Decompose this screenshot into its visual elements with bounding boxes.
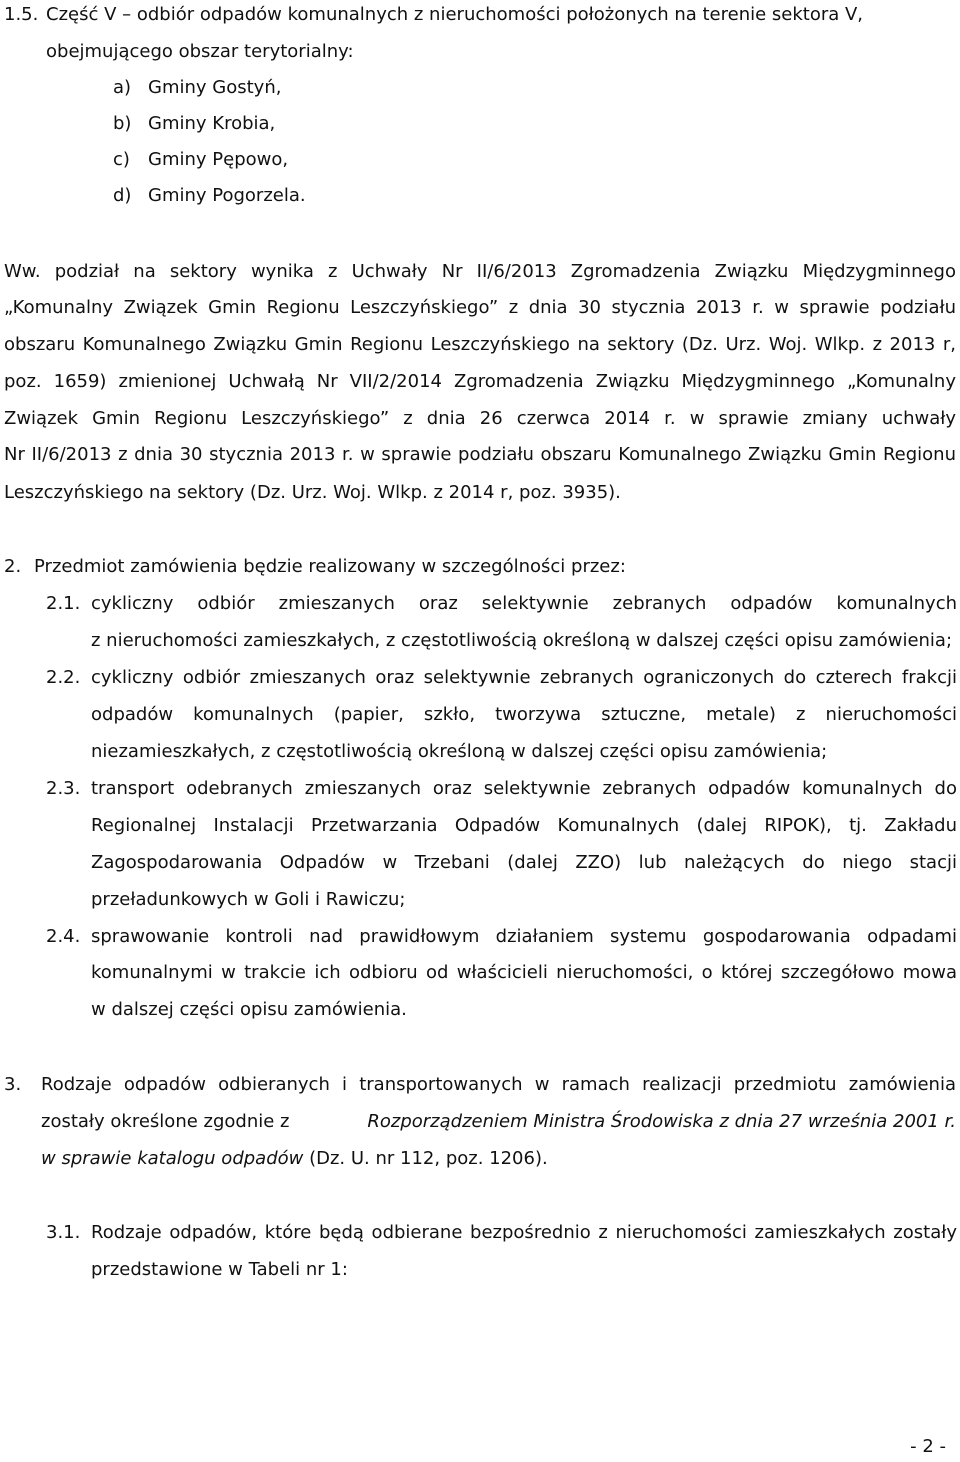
subsection-line: z nieruchomości zamieszkałych, z częstotliwością określoną w dalszej części opisu zamówienia; <box>91 630 953 651</box>
list-item: Gminy Krobia, <box>148 113 276 134</box>
section-line <box>41 1111 956 1133</box>
paragraph-line: „Komunalny Związek Gmin Regionu Leszczyńskiego” z dnia 30 stycznia 2013 r. w sprawie podziału <box>4 297 956 318</box>
list-marker: d) <box>113 185 132 206</box>
list-marker: a) <box>113 77 132 98</box>
subsection-line: odpadów komunalnych (papier, szkło, tworzywa sztuczne, metale) z nieruchomości <box>91 704 957 725</box>
section-text: zostały określone zgodnie z <box>41 1111 296 1132</box>
list-marker: c) <box>113 149 130 170</box>
subsection-line: Rodzaje odpadów, które będą odbierane bezpośrednio z nieruchomości zamieszkałych zostały <box>91 1222 957 1243</box>
subsection-number: 2.4. <box>46 926 81 947</box>
subsection-line: Regionalnej Instalacji Przetwarzania Odpadów Komunalnych (dalej RIPOK), tj. Zakładu <box>91 815 957 836</box>
section-number: 3. <box>4 1074 22 1095</box>
section-text: (Dz. U. nr 112, poz. 1206). <box>303 1148 548 1169</box>
section-title: Część V – odbiór odpadów komunalnych z nieruchomości położonych na terenie sektora V, <box>46 4 864 25</box>
subsection-number: 2.3. <box>46 778 81 799</box>
section-line: Rodzaje odpadów odbieranych i transportowanych w ramach realizacji przedmiotu zamówienia <box>41 1074 956 1095</box>
section-text-italic: Rozporządzeniem Ministra Środowiska z dnia 27 września 2001 r. <box>367 1111 956 1132</box>
paragraph-line: Ww. podział na sektory wynika z Uchwały Nr II/6/2013 Zgromadzenia Związku Międzygminnego <box>4 261 956 282</box>
subsection-line: cykliczny odbiór zmieszanych oraz selektywnie zebranych ograniczonych do czterech frakcji <box>91 667 957 688</box>
paragraph-line: Leszczyńskiego na sektory (Dz. Urz. Woj. Wlkp. z 2014 r, poz. 3935). <box>4 482 621 503</box>
subsection-line: cykliczny odbiór zmieszanych oraz selektywnie zebranych odpadów komunalnych <box>91 593 957 614</box>
list-marker: b) <box>113 113 132 134</box>
list-item: Gminy Pępowo, <box>148 149 289 170</box>
section-number: 2. <box>4 556 22 577</box>
section-title: Przedmiot zamówienia będzie realizowany w szczególności przez: <box>34 556 626 577</box>
section-title-cont: obejmującego obszar terytorialny: <box>46 41 354 62</box>
page-number: - 2 - <box>910 1436 946 1457</box>
subsection-line: niezamieszkałych, z częstotliwością określoną w dalszej części opisu zamówienia; <box>91 741 828 762</box>
list-item: Gminy Gostyń, <box>148 77 282 98</box>
subsection-line: przedstawione w Tabeli nr 1: <box>91 1259 348 1280</box>
section-text-italic: w sprawie katalogu odpadów <box>41 1148 304 1169</box>
subsection-line: w dalszej części opisu zamówienia. <box>91 999 407 1020</box>
subsection-line: sprawowanie kontroli nad prawidłowym działaniem systemu gospodarowania odpadami <box>91 926 957 947</box>
section-number: 1.5. <box>4 4 39 25</box>
subsection-number: 2.2. <box>46 667 81 688</box>
subsection-number: 3.1. <box>46 1222 81 1243</box>
paragraph-line: obszaru Komunalnego Związku Gmin Regionu Leszczyńskiego na sektory (Dz. Urz. Woj. Wlkp. z 2013 r, <box>4 334 956 355</box>
paragraph-line: Nr II/6/2013 z dnia 30 stycznia 2013 r. w sprawie podziału obszaru Komunalnego Związku Gmin Regionu <box>4 444 956 465</box>
subsection-line: komunalnymi w trakcie ich odbioru od właścicieli nieruchomości, o której szczegółowo mowa <box>91 962 957 983</box>
subsection-line: przeładunkowych w Goli i Rawiczu; <box>91 889 406 910</box>
section-line <box>41 1148 548 1170</box>
paragraph-line: poz. 1659) zmienionej Uchwałą Nr VII/2/2014 Zgromadzenia Związku Międzygminnego „Komunalny <box>4 371 956 392</box>
subsection-number: 2.1. <box>46 593 81 614</box>
paragraph-line: Związek Gmin Regionu Leszczyńskiego” z dnia 26 czerwca 2014 r. w sprawie zmiany uchwały <box>4 408 956 429</box>
list-item: Gminy Pogorzela. <box>148 185 306 206</box>
subsection-line: Zagospodarowania Odpadów w Trzebani (dalej ZZO) lub należących do niego stacji <box>91 852 957 873</box>
subsection-line: transport odebranych zmieszanych oraz selektywnie zebranych odpadów komunalnych do <box>91 778 957 799</box>
